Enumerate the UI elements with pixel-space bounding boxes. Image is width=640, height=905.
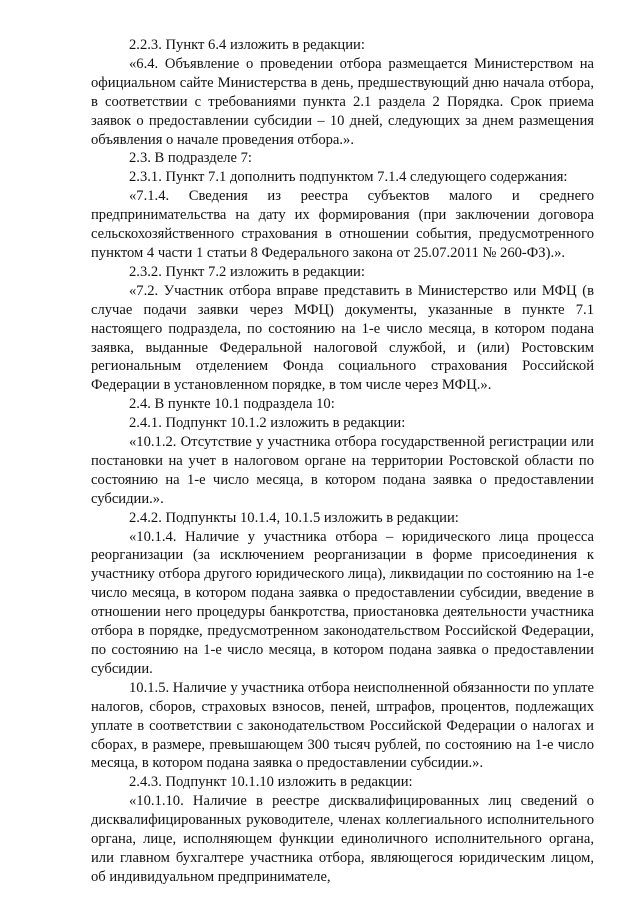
paragraph-10-1-10-text: «10.1.10. Наличие в реестре дисквалифицированных лиц сведений о дисквалифицированных руководителе, членах коллегиального исполнительного органа, лице, исполняющем функции единоличного исполнительного органа, или главном бухгалтере участника отбора, являющегося юридическим лицом, об индивидуальном предпринимателе,: [91, 793, 594, 885]
paragraph-10-1-5-text: 10.1.5. Наличие у участника отбора неисполненной обязанности по уплате налогов, сборов, страховых взносов, пеней, штрафов, процентов, подлежащих уплате в соответствии с законодательством Российской Федерации о налогах и сборах, в размере, превышающем 300 тысяч рублей, по состоянию на 1-е число месяца, в котором подана заявка о предоставлении субсидии.».: [91, 679, 594, 772]
paragraph-10-1-4-text: «10.1.4. Наличие у участника отбора – юридического лица процесса реорганизации (за исключением реорганизации в форме присоединения к участнику отбора другого юридического лица), ликвидации по состоянию на 1-е число месяца, в котором подана заявка о предоставлении субсидии, введение в отношении него процедуры банкротства, приостановка деятельности участника отбора в порядке, предусмотренном законодательством Российской Федерации, по состоянию на 1-е число месяца, в котором подана заявка о предоставлении субсидии.: [91, 528, 594, 677]
paragraph-2-4-2: 2.4.2. Подпункты 10.1.4, 10.1.5 изложить в редакции:: [129, 509, 459, 526]
paragraph-6-4-text: «6.4. Объявление о проведении отбора размещается Министерством на официальном сайте Министерства в день, предшествующий дню начала отбора, в соответствии с требованиями пункта 2.1 раздела 2 Порядка. Срок приема заявок о предоставлении субсидии – 10 дней, следующих за днем размещения объявления о начале проведения отбора.».: [91, 55, 594, 148]
paragraph-2-4: 2.4. В пункте 10.1 подраздела 10:: [129, 396, 335, 413]
paragraph-10-1-2-text: «10.1.2. Отсутствие у участника отбора государственной регистрации или постановки на учет в налоговом органе на территории Ростовской области по состоянию на 1-е число месяца, в котором подана заявка о предоставлении субсидии.».: [91, 434, 594, 507]
paragraph-7-1-4-text: «7.1.4. Сведения из реестра субъектов малого и среднего предпринимательства на дату их формирования (при заключении договора сельскохозяйственного страхования в отношении события, предусмотренного пунктом 4 части 1 статьи 8 Федерального закона от 25.07.2011 № 260-ФЗ).».: [91, 188, 594, 261]
paragraph-7-2-text: «7.2. Участник отбора вправе представить в Министерство или МФЦ (в случае подачи заявки через МФЦ) документы, указанные в пункте 7.1 настоящего подраздела, по состоянию на 1-е число месяца, в котором подана заявка, выданные Федеральной налоговой службой, и (или) Ростовским региональным отделением Фонда социального страхования Российской Федерации в установленном порядке, в том числе через МФЦ.».: [91, 282, 594, 394]
paragraph-2-4-1: 2.4.1. Подпункт 10.1.2 изложить в редакции:: [129, 415, 406, 432]
paragraph-2-2-3: 2.2.3. Пункт 6.4 изложить в редакции:: [129, 37, 365, 53]
paragraph-2-4-3: 2.4.3. Подпункт 10.1.10 изложить в редакции:: [129, 774, 413, 791]
paragraph-2-3: 2.3. В подразделе 7:: [129, 150, 252, 167]
paragraph-2-3-2: 2.3.2. Пункт 7.2 изложить в редакции:: [129, 263, 365, 280]
paragraph-2-3-1: 2.3.1. Пункт 7.1 дополнить подпунктом 7.1.4 следующего содержания:: [129, 169, 568, 186]
